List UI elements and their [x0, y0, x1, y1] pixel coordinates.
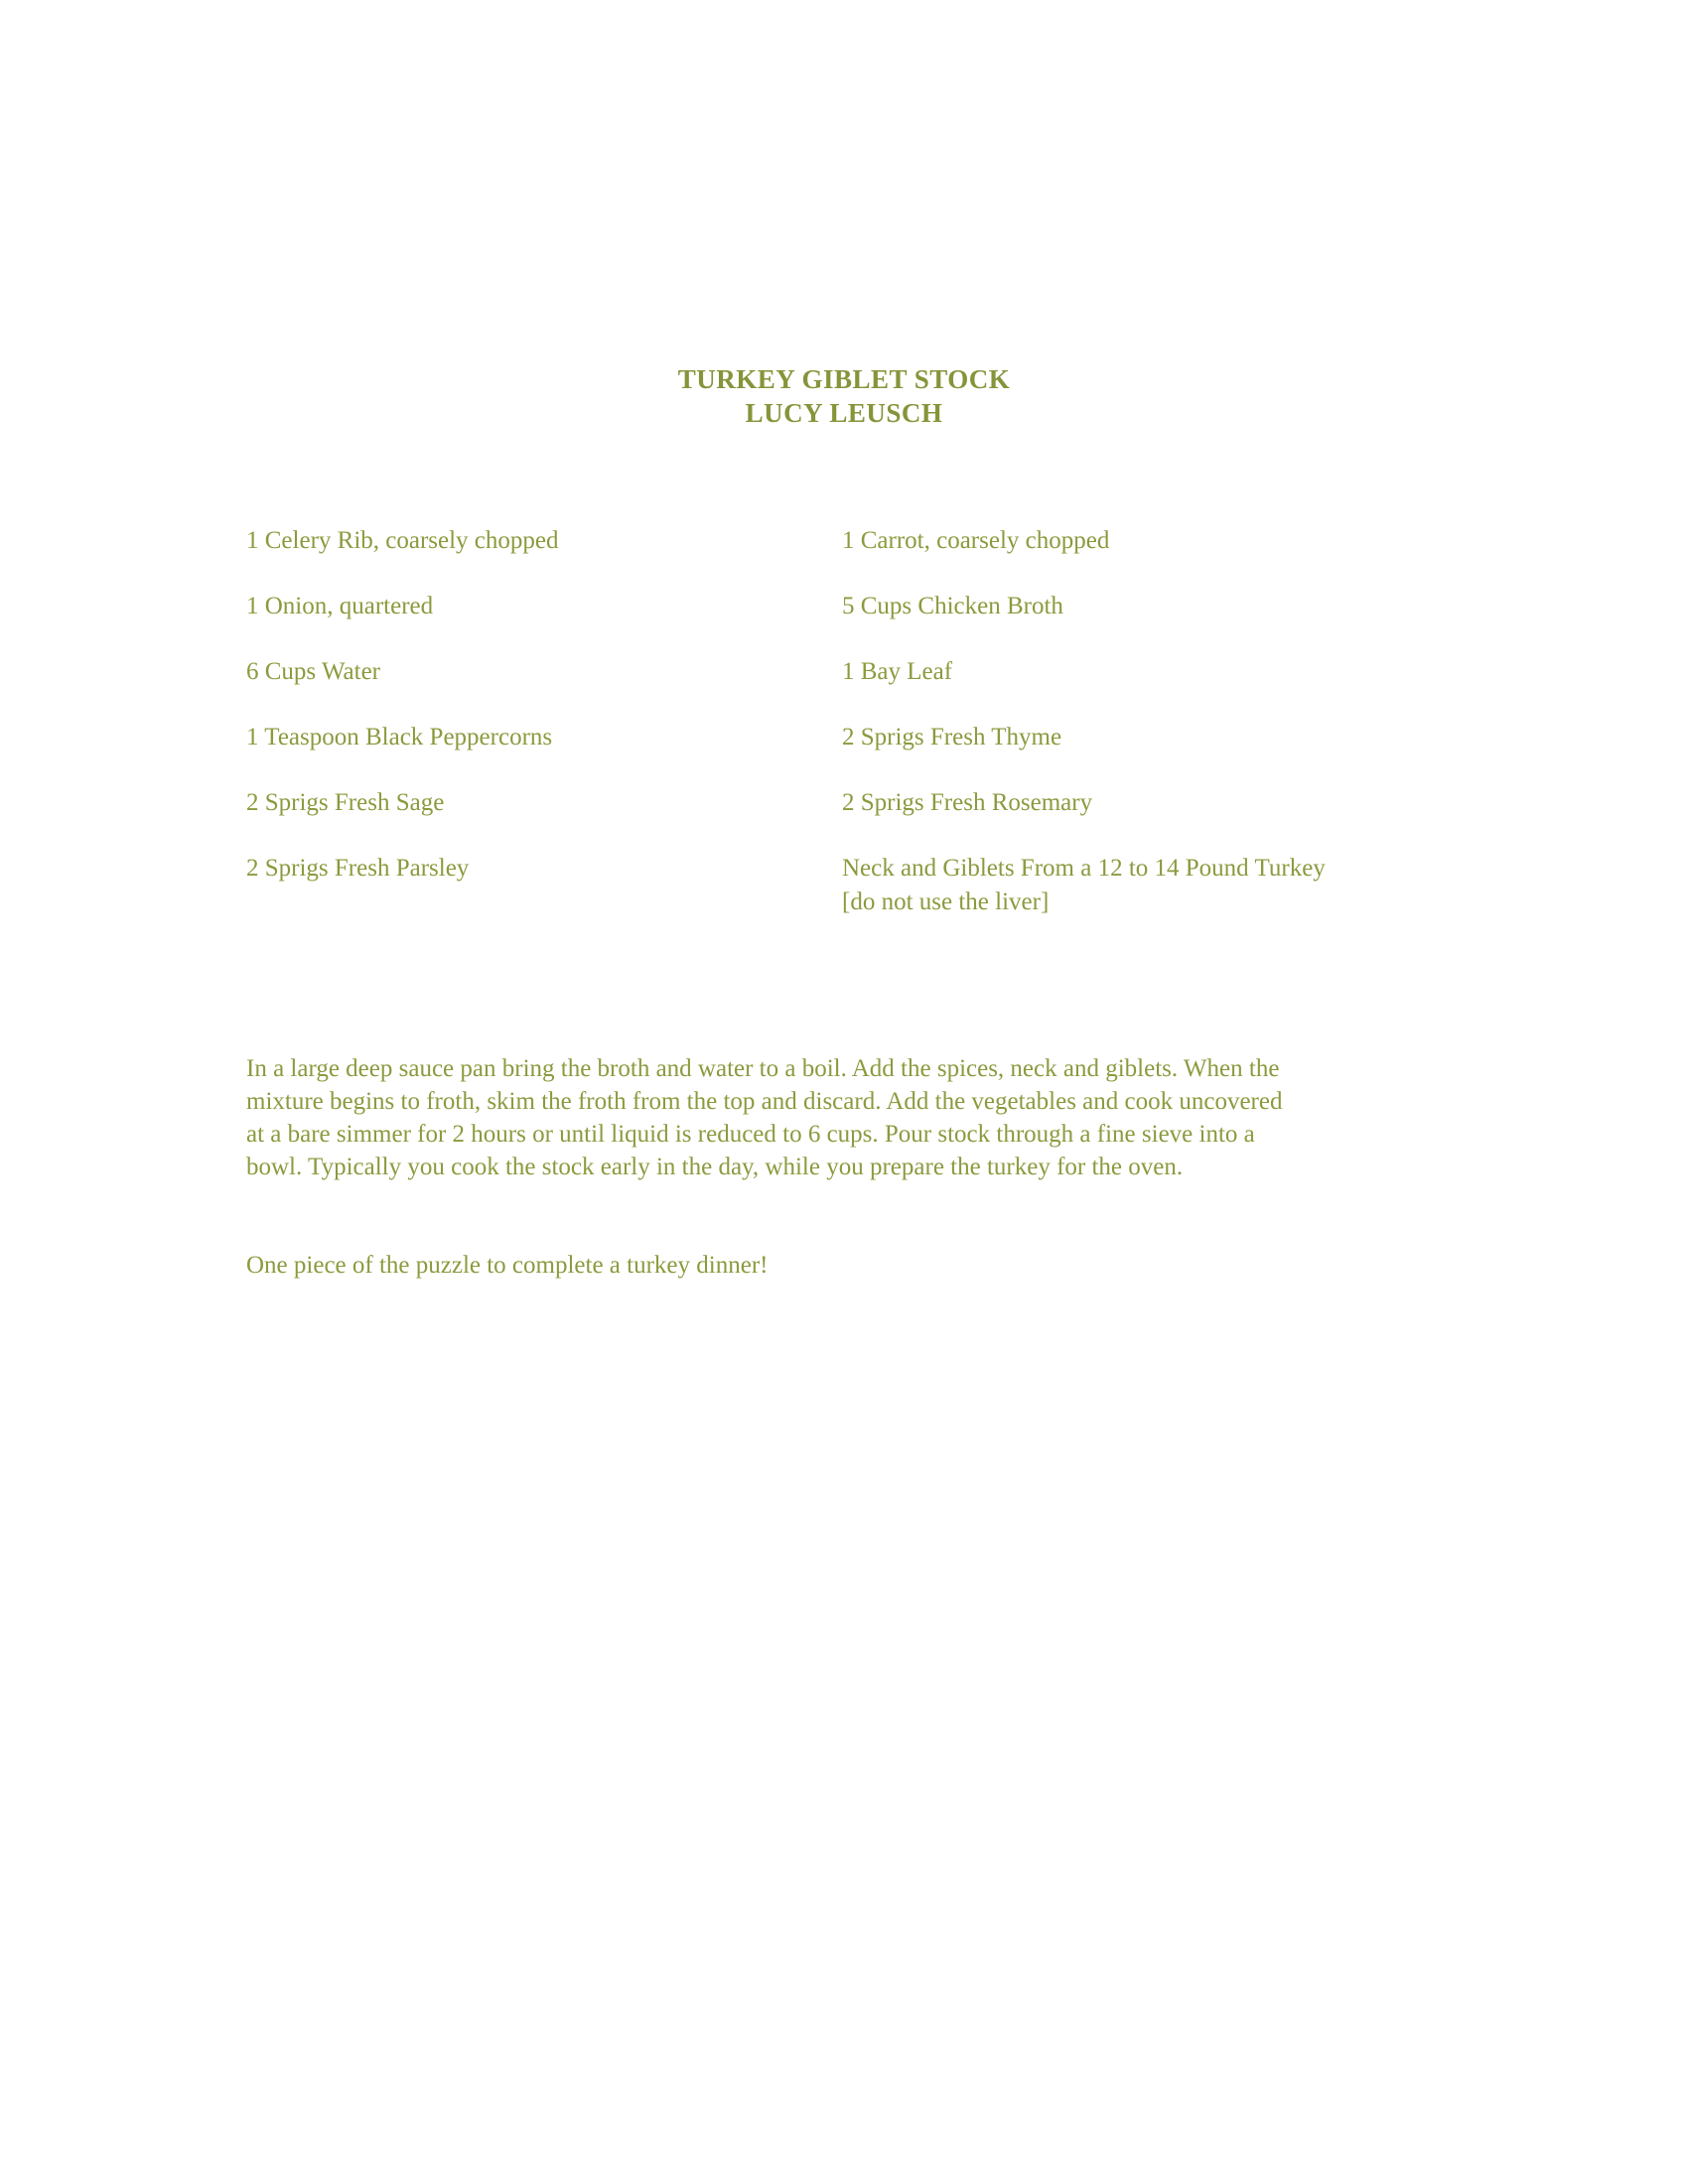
instructions-line: In a large deep sauce pan bring the broth and water to a boil. Add the spices, neck and giblets. When the — [246, 1055, 1280, 1082]
ingredient-row — [246, 852, 1458, 917]
ingredient-item: Neck and Giblets From a 12 to 14 Pound Turkey — [842, 855, 1326, 882]
instructions-paragraph — [246, 1052, 1438, 1183]
recipe-author: LUCY LEUSCH — [745, 398, 943, 428]
recipe-title: TURKEY GIBLET STOCK — [677, 364, 1011, 394]
ingredient-item: 1 Onion, quartered — [246, 593, 434, 619]
instructions-line: at a bare simmer for 2 hours or until liquid is reduced to 6 cups. Pour stock through a fine sieve into a — [246, 1121, 1255, 1148]
title-block — [0, 362, 1688, 430]
ingredient-item: 1 Teaspoon Black Peppercorns — [246, 724, 553, 751]
ingredient-row — [246, 524, 1458, 590]
closing-remark: One piece of the puzzle to complete a turkey dinner! — [246, 1252, 769, 1279]
ingredient-row — [246, 721, 1458, 786]
ingredient-note: [do not use the liver] — [842, 888, 1050, 915]
ingredient-item: 2 Sprigs Fresh Rosemary — [842, 789, 1093, 816]
ingredient-row — [246, 786, 1458, 852]
ingredient-item: 2 Sprigs Fresh Parsley — [246, 855, 470, 882]
ingredient-item: 1 Carrot, coarsely chopped — [842, 527, 1110, 554]
ingredient-row — [246, 655, 1458, 721]
ingredient-item: 2 Sprigs Fresh Thyme — [842, 724, 1062, 751]
instructions-line: bowl. Typically you cook the stock early in the day, while you prepare the turkey for the oven. — [246, 1154, 1184, 1180]
instructions-line: mixture begins to froth, skim the froth from the top and discard. Add the vegetables and cook uncovered — [246, 1088, 1283, 1115]
ingredient-item: 1 Celery Rib, coarsely chopped — [246, 527, 559, 554]
ingredient-row — [246, 590, 1458, 655]
ingredient-list — [246, 524, 1458, 917]
ingredient-item: 1 Bay Leaf — [842, 658, 953, 685]
ingredient-item: 6 Cups Water — [246, 658, 381, 685]
ingredient-item-multiline — [842, 852, 1326, 919]
ingredient-item: 5 Cups Chicken Broth — [842, 593, 1063, 619]
ingredient-item: 2 Sprigs Fresh Sage — [246, 789, 445, 816]
